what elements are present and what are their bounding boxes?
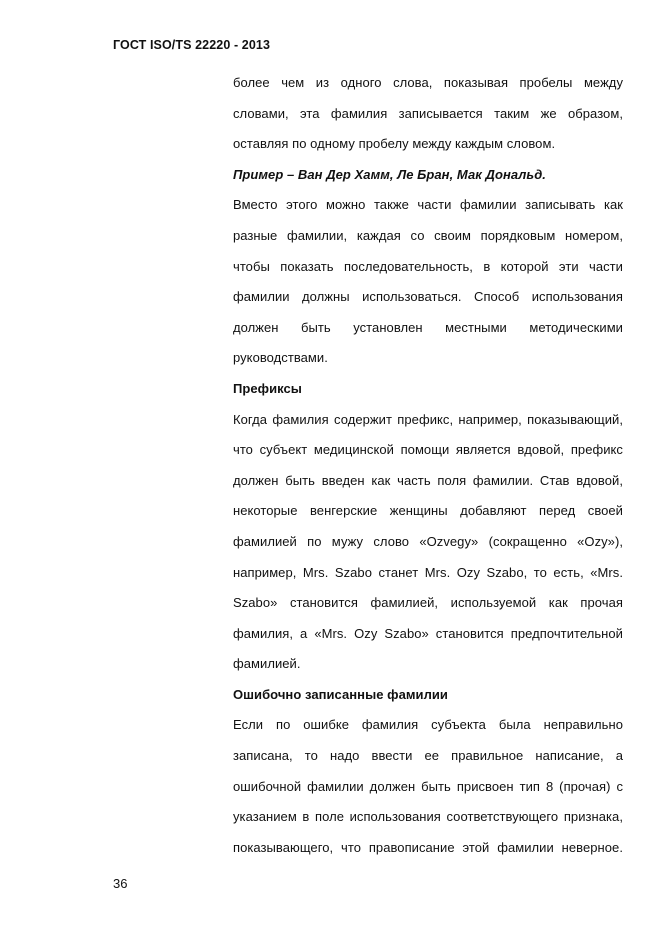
- text-line: показывающего, что правописание этой фамилии неверное.: [233, 839, 623, 855]
- text-line: Когда фамилия содержит префикс, например, показывающий,: [233, 411, 623, 427]
- page-number: 36: [113, 876, 128, 891]
- text-line: фамилией.: [233, 656, 301, 672]
- text-line: ошибочной фамилии должен быть присвоен тип 8 (прочая) с: [233, 778, 623, 794]
- text-line: Если по ошибке фамилия субъекта была неправильно: [233, 717, 623, 733]
- text-line: словами, эта фамилия записывается таким же образом,: [233, 105, 623, 121]
- text-line: например, Mrs. Szabo станет Mrs. Ozy Szabo, то есть, «Mrs.: [233, 564, 623, 580]
- page-body: [233, 68, 623, 863]
- text-line: фамилии должны использоваться. Способ использования: [233, 289, 623, 305]
- document-header: ГОСТ ISO/TS 22220 - 2013: [113, 38, 270, 52]
- section-heading-misspelled: Ошибочно записанные фамилии: [233, 686, 448, 702]
- text-line: фамилия, а «Mrs. Ozy Szabo» становится предпочтительной: [233, 625, 623, 641]
- text-line: чтобы показать последовательность, в которой эти части: [233, 258, 623, 274]
- text-line: Szabo» становится фамилией, используемой как прочая: [233, 595, 623, 611]
- text-line: руководствами.: [233, 350, 328, 366]
- section-heading-prefixes: Префиксы: [233, 380, 302, 396]
- text-line: указанием в поле использования соответствующего признака,: [233, 809, 623, 825]
- text-line: Вместо этого можно также части фамилии записывать как: [233, 197, 623, 213]
- text-line: записана, то надо ввести ее правильное написание, а: [233, 748, 623, 764]
- text-line: фамилией по мужу слово «Ozvegy» (сокращенно «Ozy»),: [233, 533, 623, 549]
- text-line: некоторые венгерские женщины добавляют перед своей: [233, 503, 623, 519]
- text-line: оставляя по одному пробелу между каждым словом.: [233, 136, 556, 152]
- text-line: разные фамилии, каждая со своим порядковым номером,: [233, 227, 623, 243]
- text-line: что субъект медицинской помощи является вдовой, префикс: [233, 442, 623, 458]
- example-line: Пример – Ван Дер Хамм, Ле Бран, Мак Дональд.: [233, 166, 546, 182]
- text-line: должен быть установлен местными методическими: [233, 319, 623, 335]
- text-line: должен быть введен как часть поля фамилии. Став вдовой,: [233, 472, 623, 488]
- text-line: более чем из одного слова, показывая пробелы между: [233, 75, 623, 90]
